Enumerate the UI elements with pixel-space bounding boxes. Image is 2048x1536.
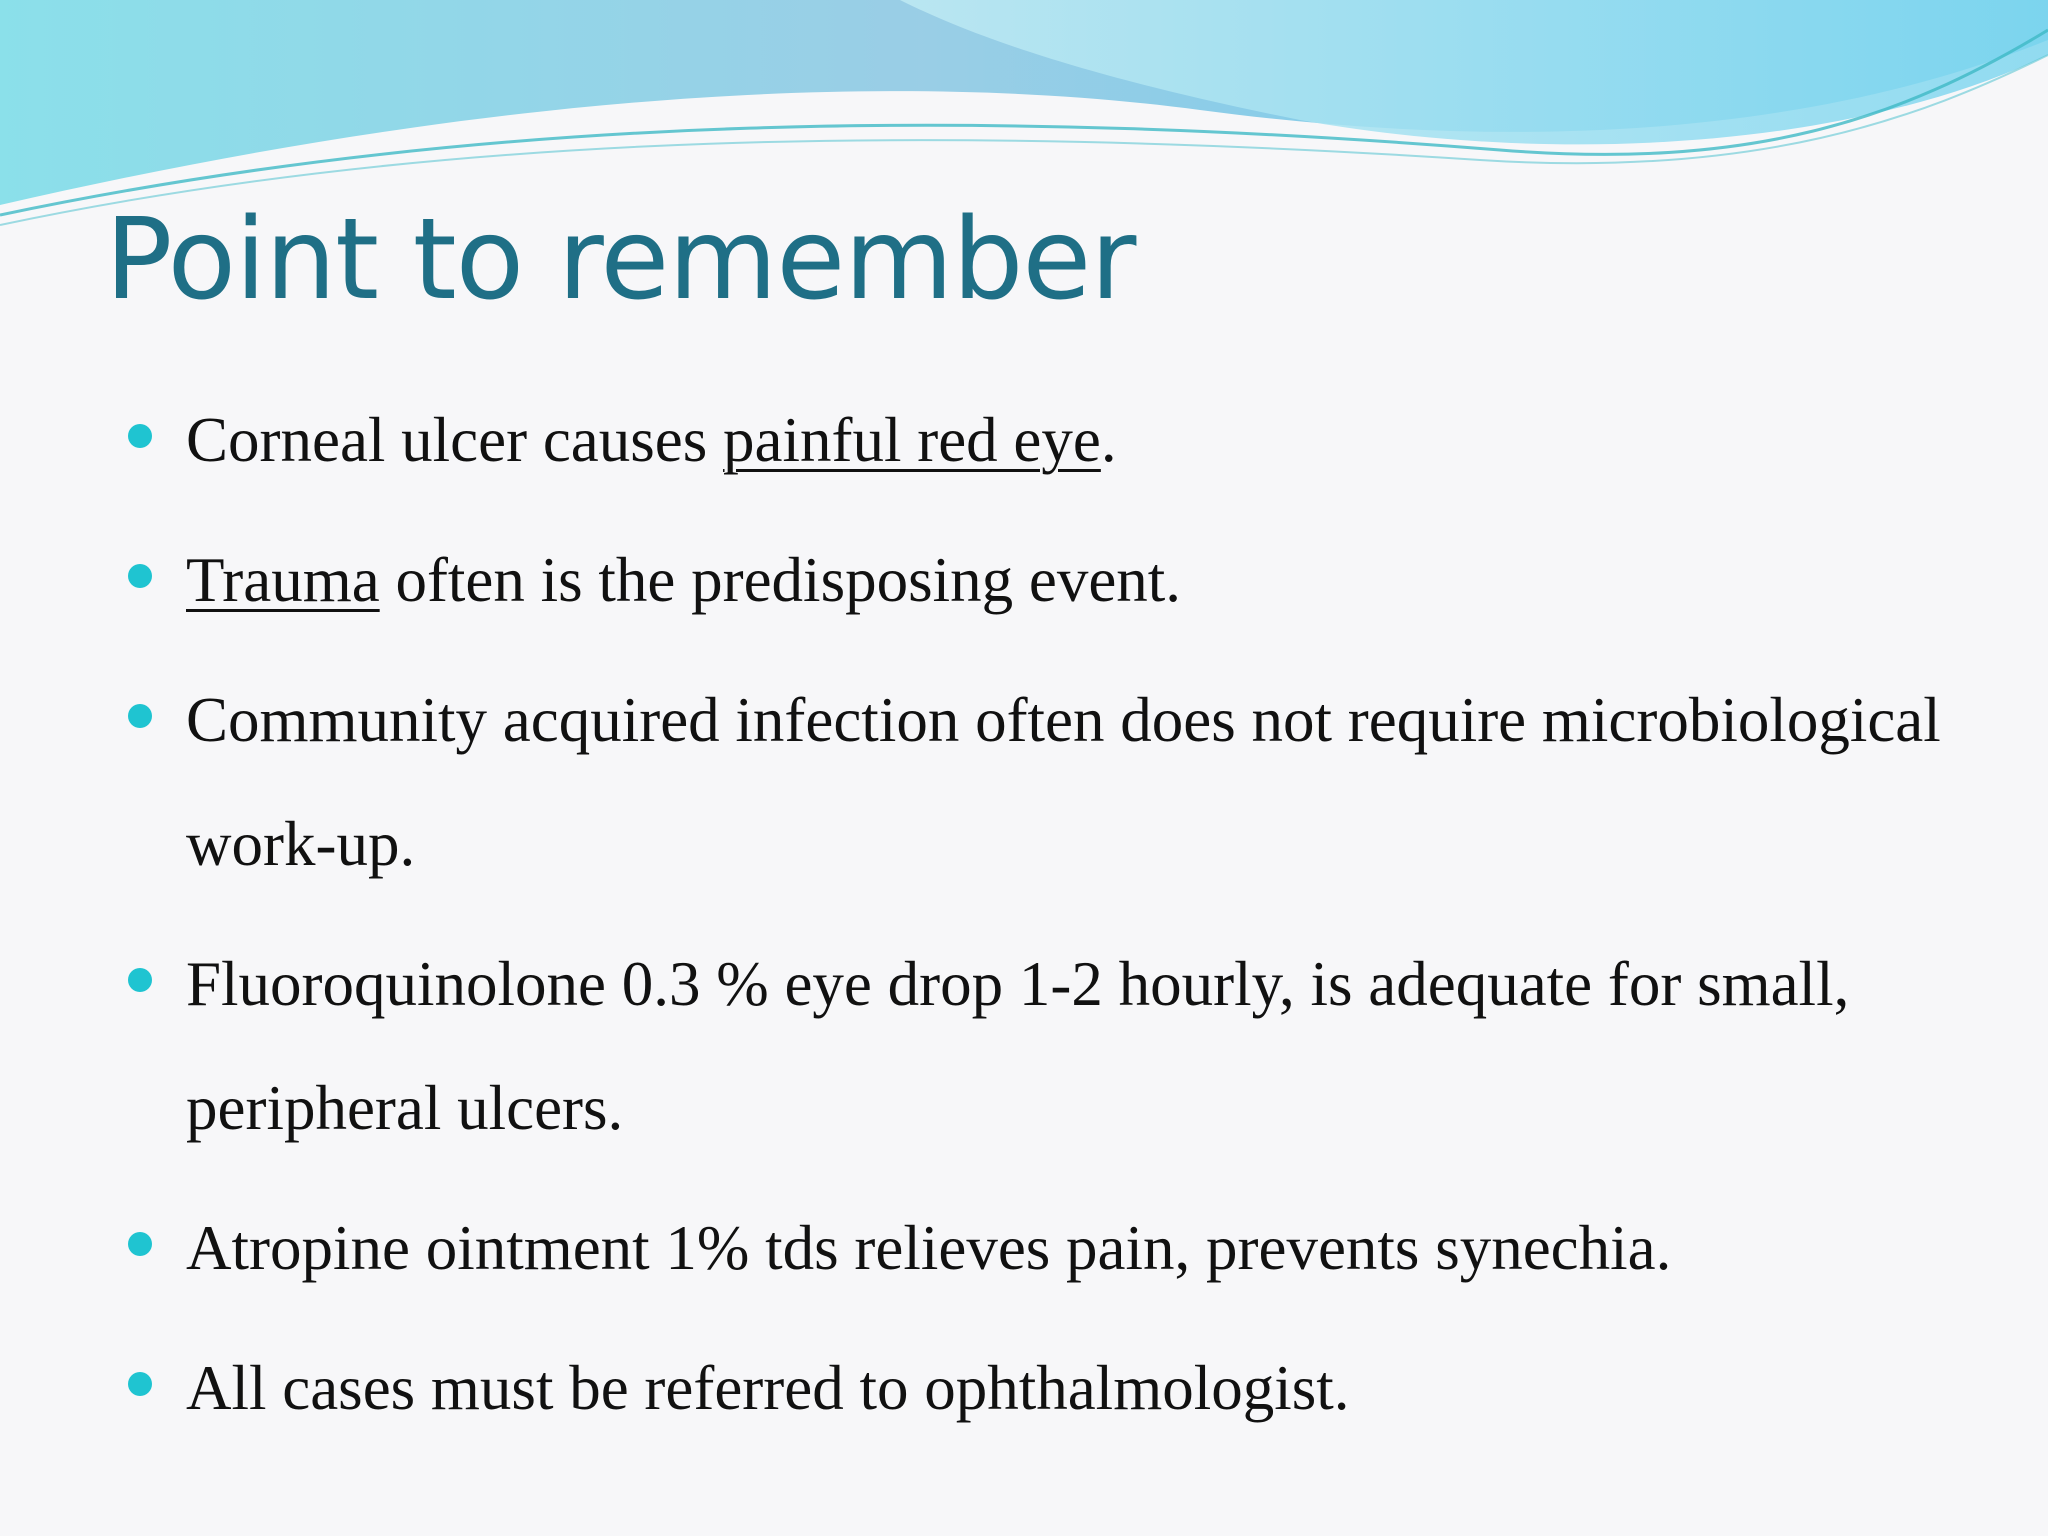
bullet-dot-icon bbox=[128, 968, 152, 992]
bullet-text: Fluoroquinolone 0.3 % eye drop 1-2 hourly, is adequate for small, peripheral ulcers. bbox=[186, 949, 1850, 1143]
bullet-underlined-text: Trauma bbox=[186, 545, 380, 615]
bullet-text-end: . bbox=[1100, 405, 1117, 475]
bullet-text: Community acquired infection often does not require microbiological work-up. bbox=[186, 685, 1941, 879]
bullet-dot-icon bbox=[128, 704, 152, 728]
bullet-underlined-text: painful red eye bbox=[723, 405, 1101, 475]
bullet-item bbox=[128, 518, 1948, 642]
bullet-text: All cases must be referred to ophthalmologist. bbox=[186, 1353, 1350, 1423]
bullet-item bbox=[128, 378, 1948, 502]
bullet-item bbox=[128, 658, 1948, 906]
bullet-text: Corneal ulcer causes bbox=[186, 405, 724, 475]
bullet-list bbox=[128, 378, 1948, 1450]
bullet-text: Atropine ointment 1% tds relieves pain, prevents synechia. bbox=[186, 1213, 1672, 1283]
bullet-item bbox=[128, 922, 1948, 1170]
slide-title: Point to remember bbox=[105, 195, 1136, 325]
bullet-dot-icon bbox=[128, 1372, 152, 1396]
bullet-text-end: often is the predisposing event. bbox=[379, 545, 1182, 615]
bullet-dot-icon bbox=[128, 564, 152, 588]
bullet-dot-icon bbox=[128, 424, 152, 448]
bullet-dot-icon bbox=[128, 1232, 152, 1256]
bullet-item bbox=[128, 1326, 1948, 1450]
bullet-item bbox=[128, 1186, 1948, 1310]
